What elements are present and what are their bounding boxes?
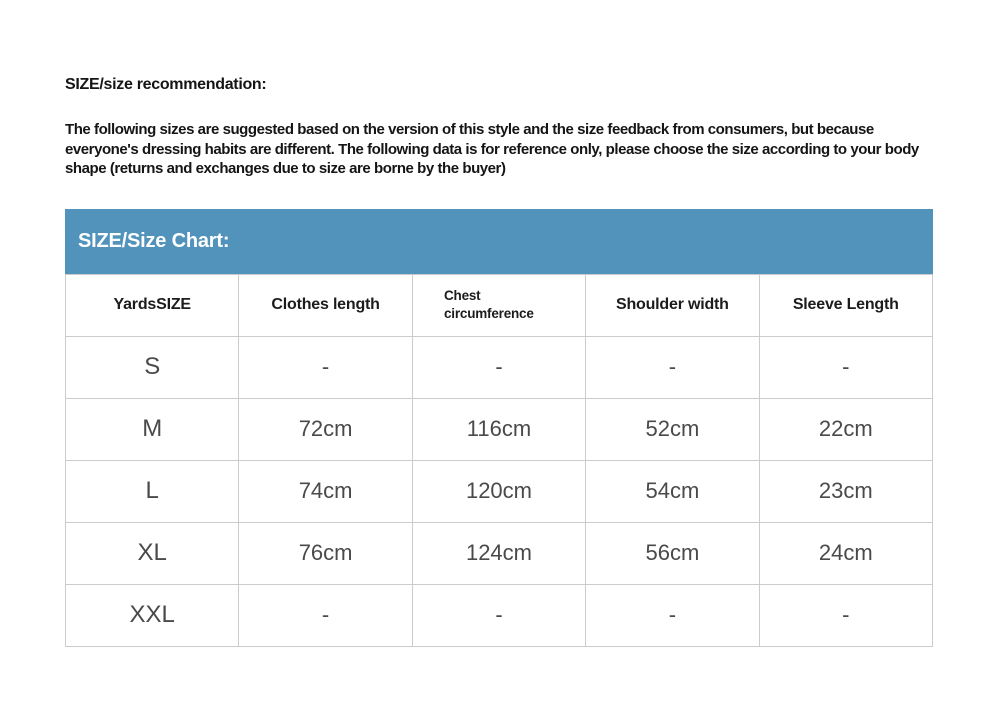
value-cell: 120cm: [412, 460, 585, 522]
value-cell: 52cm: [586, 398, 759, 460]
value-cell: -: [759, 584, 932, 646]
size-cell: L: [66, 460, 239, 522]
value-cell: 74cm: [239, 460, 412, 522]
table-row-xl: [66, 522, 933, 584]
value-cell: 72cm: [239, 398, 412, 460]
value-cell: -: [586, 336, 759, 398]
value-cell: 22cm: [759, 398, 932, 460]
value-cell: -: [239, 336, 412, 398]
size-cell: S: [66, 336, 239, 398]
value-cell: 23cm: [759, 460, 932, 522]
value-cell: 56cm: [586, 522, 759, 584]
value-cell: 124cm: [412, 522, 585, 584]
size-recommendation-heading: SIZE/size recommendation:: [65, 76, 267, 93]
table-row-xxl: [66, 584, 933, 646]
column-header-chest-circumference-label: Chest circumference: [443, 287, 534, 321]
value-cell: -: [586, 584, 759, 646]
column-header-clothes-length: Clothes length: [239, 274, 412, 336]
size-chart-title: SIZE/Size Chart:: [78, 229, 230, 252]
table-row-m: [66, 398, 933, 460]
table-row-l: [66, 460, 933, 522]
value-cell: -: [412, 584, 585, 646]
size-recommendation-paragraph: The following sizes are suggested based on the version of this style and the size feedback from consumers, but because everyone's dressing habits are different. The following data is for reference only, please choose the size according to your body shape (returns and exchanges due to size are borne by the buyer): [65, 121, 919, 177]
value-cell: 116cm: [412, 398, 585, 460]
size-cell: M: [66, 398, 239, 460]
column-header-shoulder-width: Shoulder width: [586, 274, 759, 336]
column-header-yards-size: YardsSIZE: [66, 274, 239, 336]
size-chart-header: [66, 274, 933, 336]
size-chart-table: [65, 274, 933, 647]
size-cell: XL: [66, 522, 239, 584]
column-header-chest-circumference: [412, 274, 585, 336]
size-chart-title-bar: [65, 209, 933, 274]
column-header-sleeve-length: Sleeve Length: [759, 274, 932, 336]
header-row: [66, 274, 933, 336]
size-chart-body: [66, 336, 933, 646]
value-cell: -: [759, 336, 932, 398]
size-cell: XXL: [66, 584, 239, 646]
value-cell: -: [412, 336, 585, 398]
value-cell: 76cm: [239, 522, 412, 584]
value-cell: 54cm: [586, 460, 759, 522]
value-cell: 24cm: [759, 522, 932, 584]
value-cell: -: [239, 584, 412, 646]
table-row-s: [66, 336, 933, 398]
